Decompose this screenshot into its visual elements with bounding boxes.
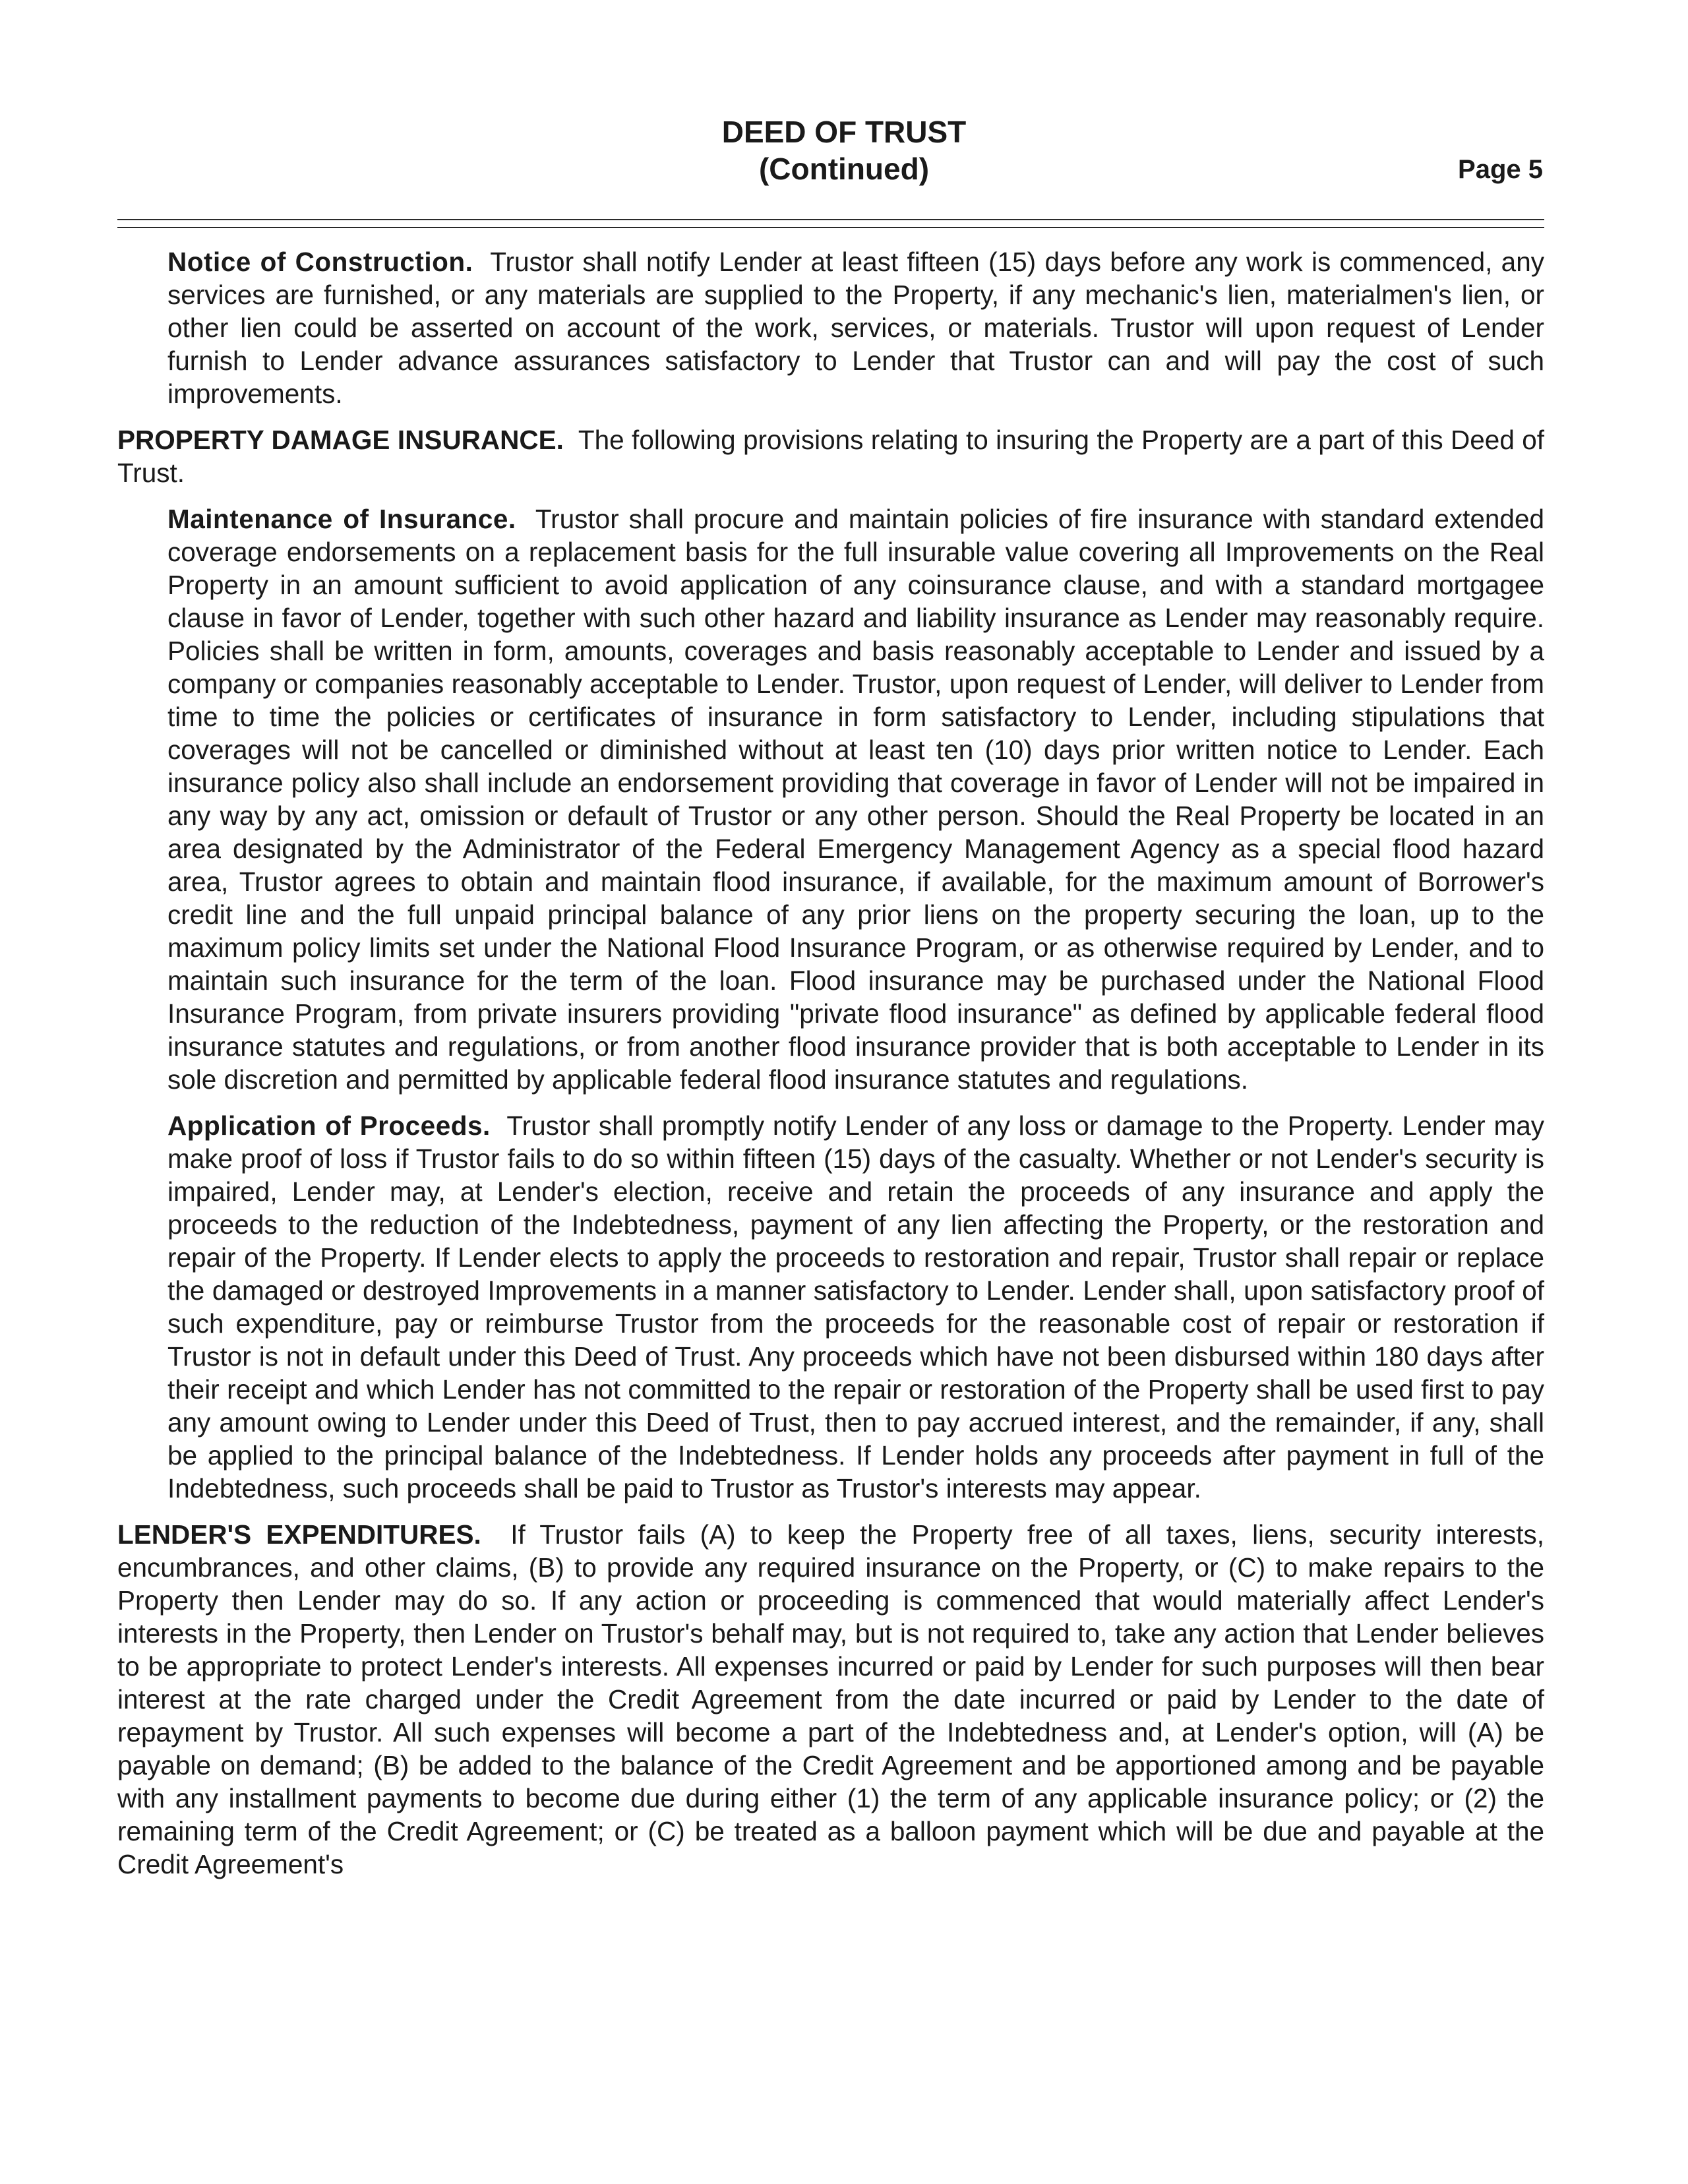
header-divider-bottom [117, 227, 1544, 228]
section-heading: Application of Proceeds. [167, 1110, 491, 1141]
section-heading: Maintenance of Insurance. [167, 504, 516, 534]
section-text: Trustor shall procure and maintain policies of fire insurance with standard extended coverage endorsements on a replacement basis for the full insurable value covering all Improvements on the Real Property in an amount sufficient to avoid application of any coinsurance clause, and with a standard mortgagee clause in favor of Lender, together with such other hazard and liability insurance as Lender may reasonably require. Policies shall be written in form, amounts, coverages and basis reasonably acceptable to Lender and issued by a company or companies reasonably acceptable to Lender. Trustor, upon request of Lender, will deliver to Lender from time to time the policies or certificates of insurance in form satisfactory to Lender, including stipulations that coverages will not be cancelled or diminished without at least ten (10) days prior written notice to Lender. Each insurance policy also shall include an endorsement providing that coverage in favor of Lender will not be impaired in any way by any act, omission or default of Trustor or any other person. Should the Real Property be located in an area designated by the Administrator of the Federal Emergency Management Agency as a special flood hazard area, Trustor agrees to obtain and maintain flood insurance, if available, for the maximum amount of Borrower's credit line and the full unpaid principal balance of any prior liens on the property securing the loan, up to the maximum policy limits set under the National Flood Insurance Program, or as otherwise required by Lender, and to maintain such insurance for the term of the loan. Flood insurance may be purchased under the National Flood Insurance Program, from private insurers providing "private flood insurance" as defined by applicable federal flood insurance statutes and regulations, or from another flood insurance provider that is both acceptable to Lender in its sole discretion and permitted by applicable federal flood insurance statutes and regulations. [167, 504, 1544, 1095]
header-divider-top [117, 219, 1544, 220]
section-text: Trustor shall promptly notify Lender of any loss or damage to the Property. Lender may make proof of loss if Trustor fails to do so within fifteen (15) days of the casualty. Whether or not Lender's security is impaired, Lender may, at Lender's election, receive and retain the proceeds of any insurance and apply the proceeds to the reduction of the Indebtedness, payment of any lien affecting the Property, or the restoration and repair of the Property. If Lender elects to apply the proceeds to restoration and repair, Trustor shall repair or replace the damaged or destroyed Improvements in a manner satisfactory to Lender. Lender shall, upon satisfactory proof of such expenditure, pay or reimburse Trustor from the proceeds for the reasonable cost of repair or restoration if Trustor is not in default under this Deed of Trust. Any proceeds which have not been disbursed within 180 days after their receipt and which Lender has not committed to the repair or restoration of the Property shall be used first to pay any amount owing to Lender under this Deed of Trust, then to pay accrued interest, and the remainder, if any, shall be applied to the principal balance of the Indebtedness. If Lender holds any proceeds after payment in full of the Indebtedness, such proceeds shall be paid to Trustor as Trustor's interests may appear. [167, 1110, 1544, 1503]
page-number: Page 5 [1458, 155, 1543, 184]
section-notice-of-construction [167, 245, 1544, 410]
section-text: Trustor shall notify Lender at least fifteen (15) days before any work is commenced, any services are furnished, or any materials are supplied to the Property, if any mechanic's lien, materialmen's lien, or other lien could be asserted on account of the work, services, or materials. Trustor will upon request of Lender furnish to Lender advance assurances satisfactory to Lender that Trustor can and will pay the cost of such improvements. [167, 247, 1544, 409]
section-property-damage-insurance [117, 423, 1544, 489]
section-heading: PROPERTY DAMAGE INSURANCE. [117, 425, 564, 455]
document-body [117, 245, 1544, 1894]
section-heading: LENDER'S EXPENDITURES. [117, 1519, 481, 1550]
section-application-of-proceeds [167, 1109, 1544, 1505]
section-maintenance-of-insurance [167, 502, 1544, 1096]
document-subtitle: (Continued) [758, 152, 930, 186]
section-lenders-expenditures [117, 1518, 1544, 1881]
section-heading: Notice of Construction. [167, 247, 473, 277]
document-title: DEED OF TRUST [721, 115, 967, 149]
section-text: The following provisions relating to insuring the Property are a part of this Deed of Trust. [117, 425, 1545, 488]
section-text: If Trustor fails (A) to keep the Property free of all taxes, liens, security interests, encumbrances, and other claims, (B) to provide any required insurance on the Property, or (C) to make repairs to the Property then Lender may do so. If any action or proceeding is commenced that would materially affect Lender's interests in the Property, then Lender on Trustor's behalf may, but is not required to, take any action that Lender believes to be appropriate to protect Lender's interests. All expenses incurred or paid by Lender for such purposes will then bear interest at the rate charged under the Credit Agreement from the date incurred or paid by Lender to the date of repayment by Trustor. All such expenses will become a part of the Indebtedness and, at Lender's option, will (A) be payable on demand; (B) be added to the balance of the Credit Agreement and be apportioned among and be payable with any installment payments to become due during either (1) the term of any applicable insurance policy; or (2) the remaining term of the Credit Agreement; or (C) be treated as a balloon payment which will be due and payable at the Credit Agreement's [117, 1519, 1544, 1879]
